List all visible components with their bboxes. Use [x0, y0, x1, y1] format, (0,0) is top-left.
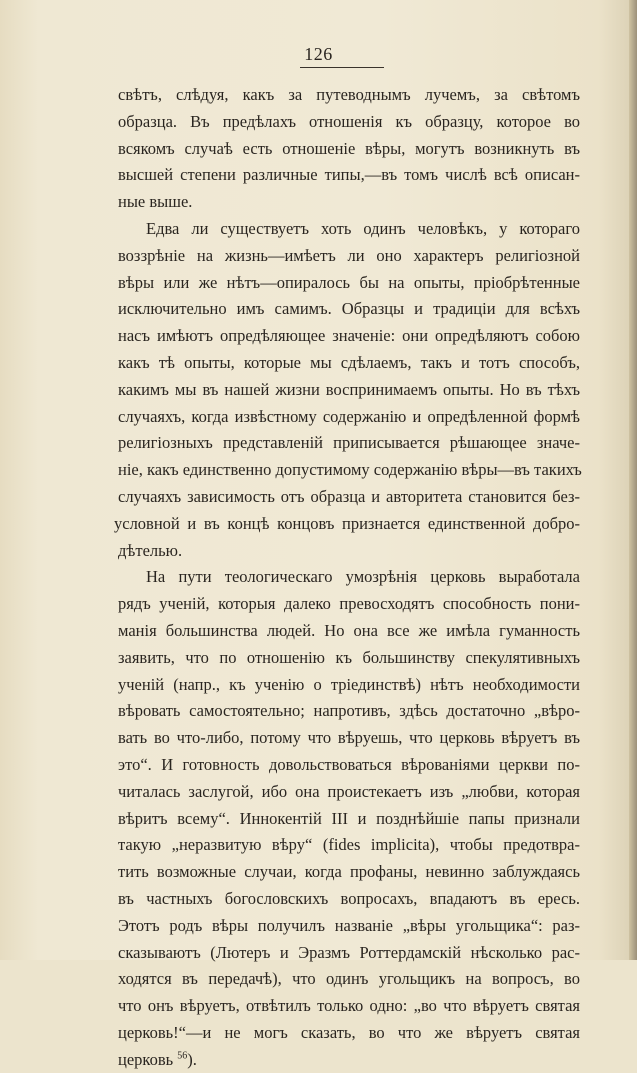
text-line: читалась заслугой, ибо она проистекаетъ изъ „любви, которая	[118, 781, 580, 801]
body-text	[114, 82, 582, 1073]
page-number: 126	[304, 44, 333, 64]
final-word: церковь	[118, 1049, 174, 1069]
text-line: какъ тѣ опыты, которые мы сдѣлаемъ, такъ и тотъ способъ,	[118, 352, 580, 372]
text-line: вѣритъ всему“. Иннокентій III и позднѣйшіе папы признали	[118, 808, 580, 828]
text-line: тить возможные случаи, когда профаны, невинно заблуждаясь	[118, 862, 580, 882]
footnote-marker: 56	[177, 1050, 188, 1062]
text-line: что онъ вѣруетъ, отвѣтилъ только одно: „во что вѣруетъ святая	[118, 996, 580, 1016]
text-line: вать во что-либо, потому что вѣруешь, что церковь вѣруетъ въ	[118, 728, 580, 748]
text-line: высшей степени различные типы,—въ томъ числѣ всѣ описан-	[118, 165, 580, 185]
text-line: исключительно имъ самимъ. Образцы и традиціи для всѣхъ	[118, 299, 580, 319]
text-line: На пути теологическаго умозрѣнія церковь выработала	[146, 567, 580, 587]
header-rule	[300, 67, 384, 68]
text-line: сказываютъ (Лютеръ и Эразмъ Роттердамскій нѣсколько рас-	[118, 942, 580, 962]
text-line: условной и въ концѣ концовъ признается единственной добро-	[114, 513, 580, 533]
text-line: ходятся въ передачѣ), что одинъ угольщикъ на вопросъ, во	[118, 969, 580, 989]
text-line: рядъ ученій, которыя далеко превосходятъ способность пони-	[118, 594, 580, 614]
text-line: воззрѣніе на жизнь—имѣетъ ли оно характеръ религіозной	[118, 245, 580, 265]
text-line: образца. Въ предѣлахъ отношенія къ образцу, которое во	[118, 111, 580, 131]
text-line: религіозныхъ представленій приписывается рѣшающее значе-	[118, 433, 580, 453]
text-line: всякомъ случаѣ есть отношеніе вѣры, могутъ возникнуть въ	[118, 138, 580, 158]
text-line: манія большинства людей. Но она все же имѣла гуманность	[118, 620, 580, 640]
text-line: свѣтъ, слѣдуя, какъ за путеводнымъ лучемъ, за свѣтомъ	[118, 85, 580, 104]
text-line: Едва ли существуетъ хоть одинъ человѣкъ, у котораго	[146, 218, 580, 238]
text-line: ніе, какъ единственно допустимому содержанію вѣры—въ такихъ	[118, 460, 582, 480]
text-line: ученій (напр., къ ученію о тріединствѣ) нѣтъ необходимости	[118, 674, 580, 694]
text-line-final	[118, 1047, 580, 1073]
text-line: такую „неразвитую вѣру“ (fides implicita), чтобы предотвра-	[118, 835, 580, 855]
text-line: это“. И готовность довольствоваться вѣрованіями церкви по-	[118, 754, 580, 774]
final-punctuation: ).	[187, 1049, 197, 1069]
page-edge	[629, 0, 637, 960]
text-line: ные выше.	[118, 192, 193, 212]
text-line: Этотъ родъ вѣры получилъ названіе „вѣры угольщика“: раз-	[118, 915, 580, 935]
text-line: въ частныхъ богословскихъ вопросахъ, впадаютъ въ ересь.	[118, 888, 580, 908]
text-line: заявить, что по отношенію къ большинству спекулятивныхъ	[118, 647, 580, 667]
text-line: какимъ мы въ нашей жизни воспринимаемъ опыты. Но въ тѣхъ	[118, 379, 580, 399]
text-line: случаяхъ, когда извѣстному содержанію и опредѣленной формѣ	[118, 406, 580, 426]
text-line: вѣровать самостоятельно; напротивъ, здѣсь достаточно „вѣро-	[118, 701, 580, 721]
text-line: случаяхъ зависимость отъ образца и авторитета становится без-	[118, 486, 580, 506]
text-line: дѣтелью.	[118, 540, 183, 560]
text-line: насъ имѣютъ опредѣляющее значеніе: они опредѣляютъ собою	[118, 326, 580, 346]
text-line: церковь!“—и не могъ сказать, во что же вѣруетъ святая	[118, 1022, 580, 1042]
text-line: вѣры или же нѣтъ—опиралось бы на опыты, пріобрѣтенные	[118, 272, 580, 292]
